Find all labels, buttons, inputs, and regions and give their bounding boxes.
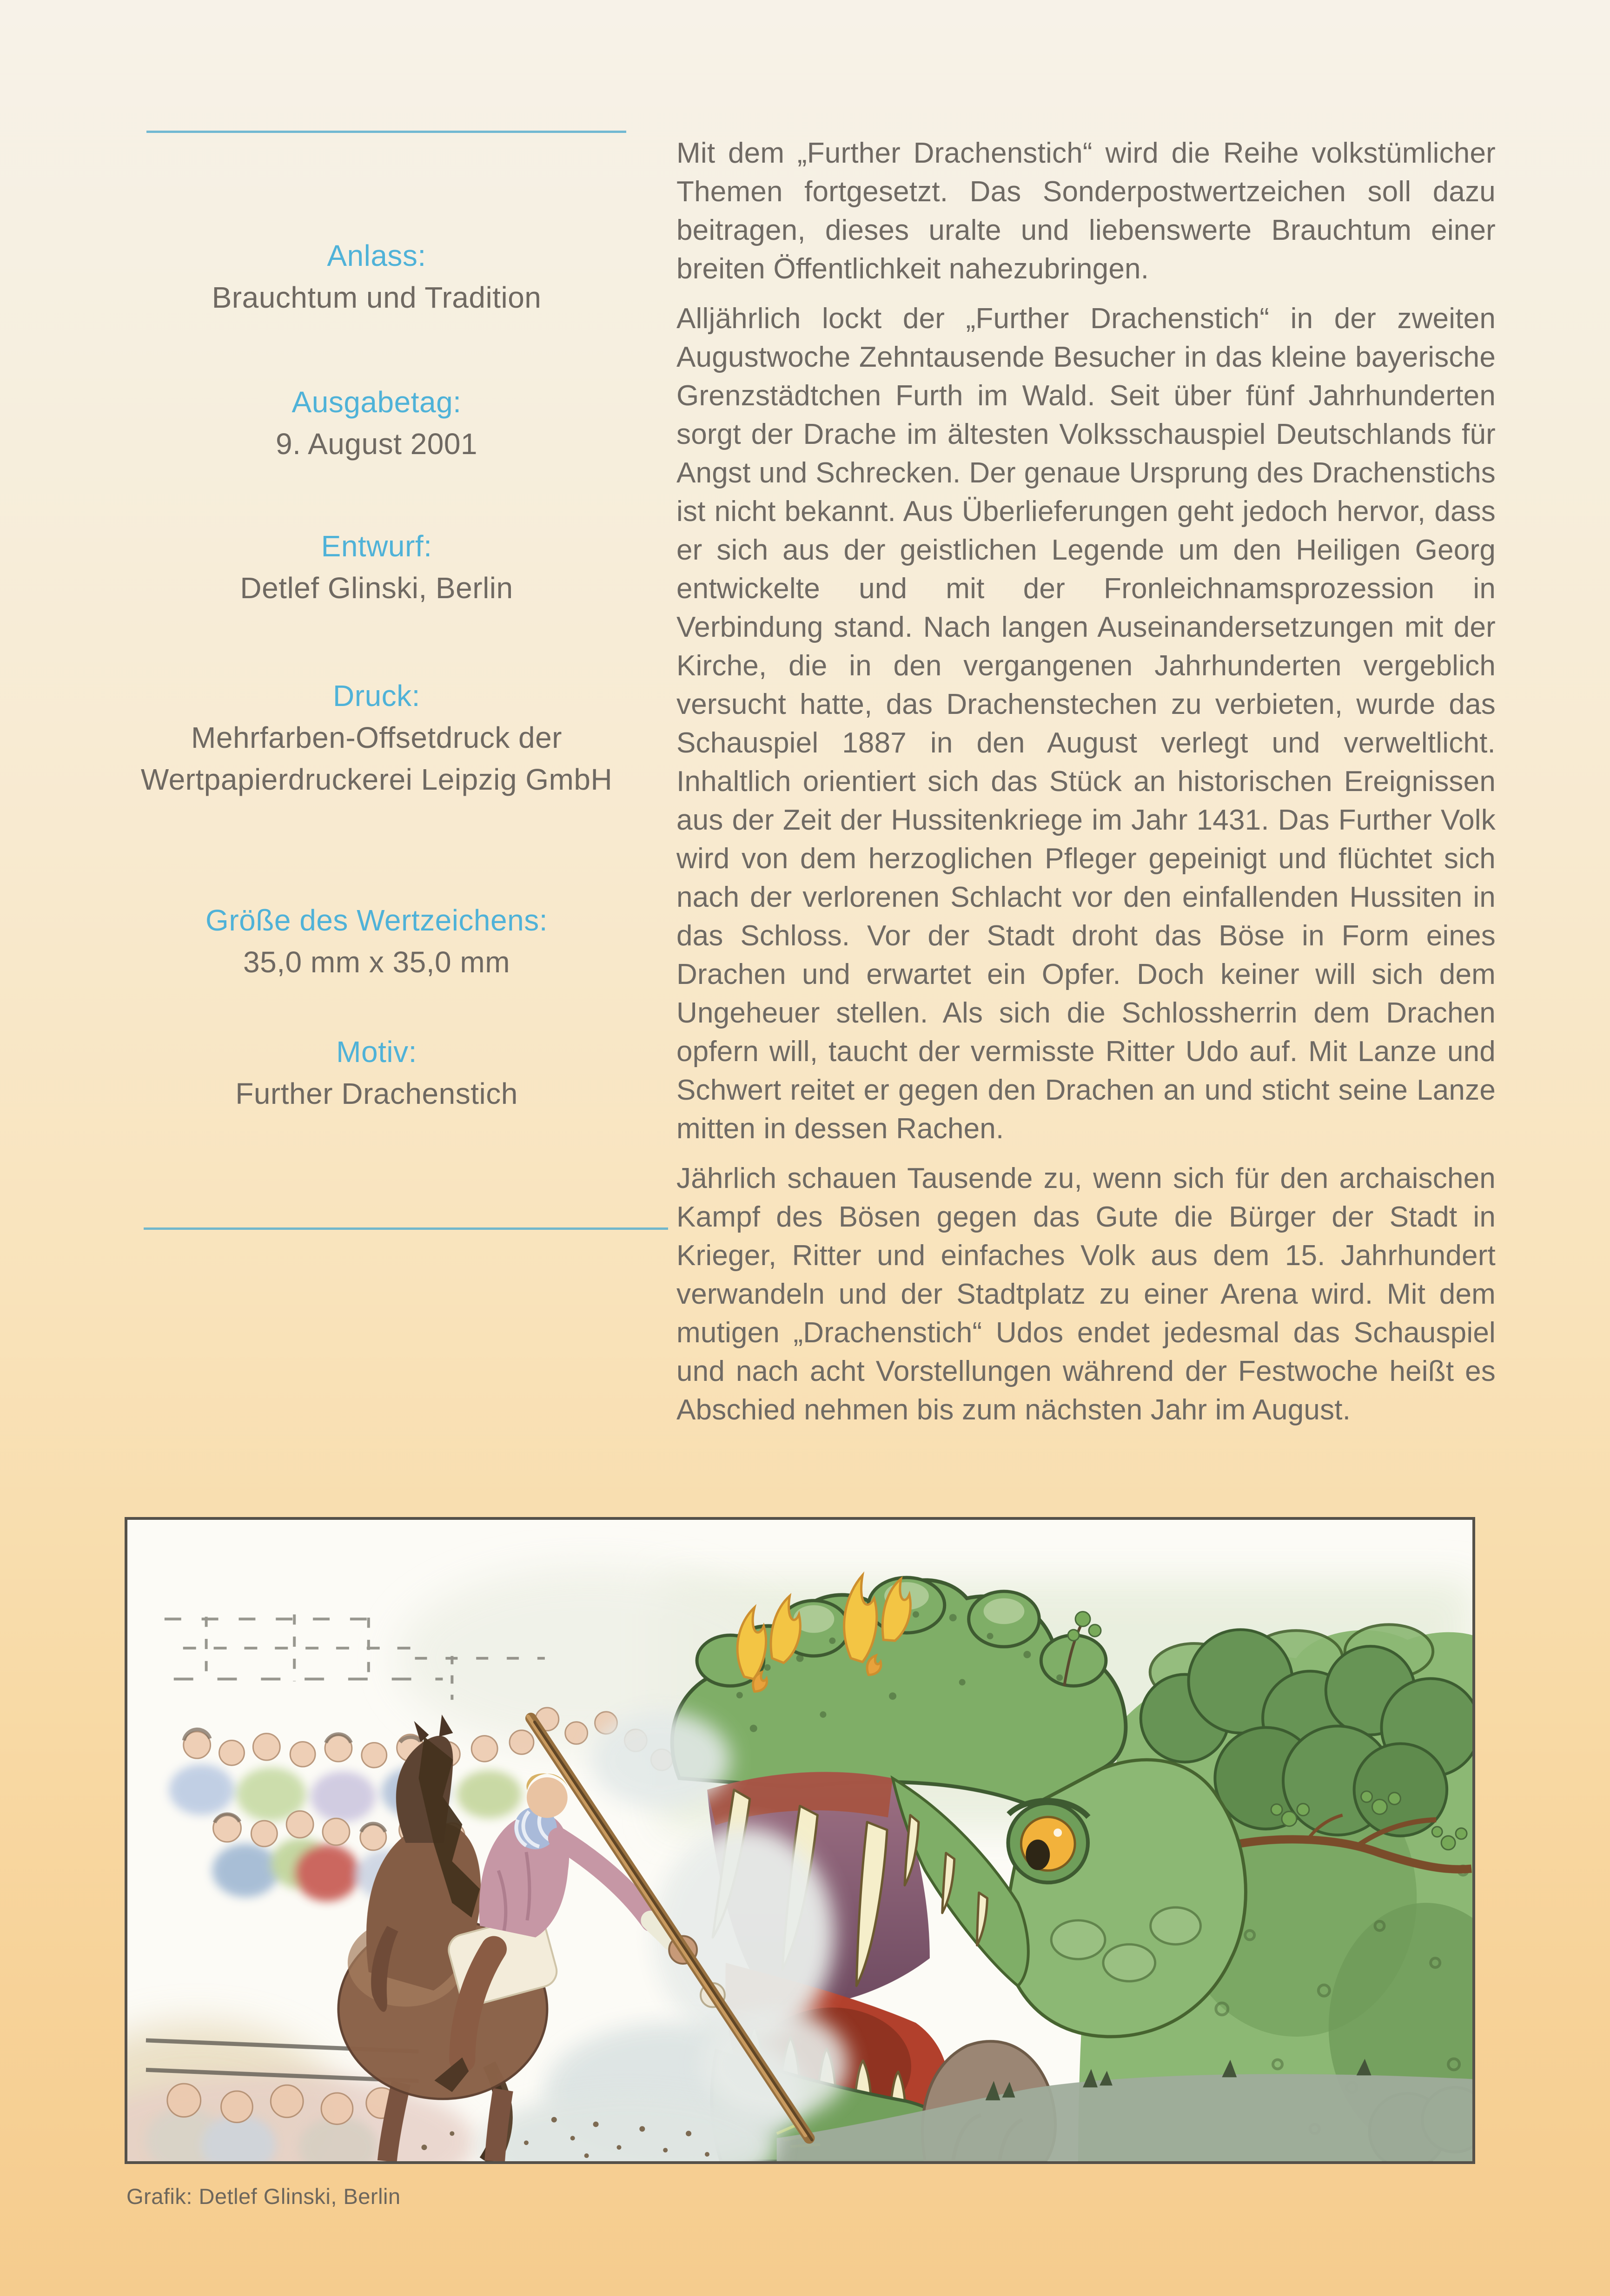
metadata-value: Further Drachenstich — [235, 1077, 518, 1110]
paragraph-intro: Mit dem „Further Drachenstich“ wird die Reihe volkstümlicher Themen fortgesetzt. Das Sonderpostwertzeichen soll dazu beitragen, dieses uralte und liebenswerte Brauchtum einer breiten Öffentlichkeit nahezubringen. — [676, 137, 1496, 285]
paragraph-festival: Jährlich schauen Tausende zu, wenn sich für den archaischen Kampf des Bösen gegen das Gute die Bürger der Stadt in Krieger, Ritter und einfaches Volk aus dem 15. Jahrhundert verwandeln und der Stadtplatz zu einer Arena wird. Mit dem mutigen „Drachenstich“ Udos endet jedesmal das Schauspiel und nach acht Vorstellungen während der Festwoche heißt es Abschied nehmen bis zum nächsten Jahr im August. — [676, 1162, 1496, 1426]
sidebar-top-divider — [146, 131, 626, 133]
metadata-group-ausgabetag — [126, 381, 628, 465]
metadata-value: Brauchtum und Tradition — [212, 281, 542, 314]
metadata-group-entwurf — [126, 525, 628, 609]
metadata-group-anlass — [126, 235, 628, 318]
rider-head — [527, 1777, 568, 1818]
metadata-value: 35,0 mm x 35,0 mm — [243, 945, 510, 979]
article-text — [676, 134, 1496, 1515]
metadata-label: Druck: — [333, 679, 420, 713]
metadata-label: Ausgabetag: — [292, 385, 462, 419]
dragon-eye — [1008, 1801, 1088, 1882]
paragraph-history: Alljährlich lockt der „Further Drachenstich“ in der zweiten Augustwoche Zehntausende Besucher in das kleine bayerische Grenzstädtchen Furth im Wald. Seit über fünf Jahrhunderten sorgt der Drache im ältesten Volksschauspiel Deutschlands für Angst und Schrecken. Der genaue Ursprung des Drachenstichs ist nicht bekannt. Aus Überlieferungen geht jedoch hervor, dass er sich aus der geistlichen Legende um den Heiligen Georg entwickelte und mit der Fronleichnamsprozession in Verbindung stand. Nach langen Auseinandersetzungen mit der Kirche, die in den vergangenen Jahrhunderten vergeblich versucht hatte, das Drachenstechen zu verbieten, wurde das Schauspiel 1887 in den August verlegt und verweltlicht. Inhaltlich orientiert sich das Stück an historischen Ereignissen aus der Zeit der Hussitenkriege im Jahr 1431. Das Further Volk wird von dem herzoglichen Pfleger gepeinigt und flüchtet sich nach der verlorenen Schlacht vor den einfallenden Hussiten in das Schloss. Vor der Stadt droht das Böse in Form eines Drachen und erwartet ein Opfer. Doch keiner will sich dem Ungeheuer stellen. Als sich die Schlossherrin dem Drachen opfern will, taucht der vermisste Ritter Udo auf. Mit Lanze und Schwert reitet er gegen den Drachen an und sticht seine Lanze mitten in dessen Rachen. — [676, 303, 1496, 1145]
metadata-label: Entwurf: — [321, 529, 432, 563]
metadata-group-druck — [126, 675, 628, 800]
sidebar-bottom-divider — [144, 1227, 668, 1230]
metadata-group-groesse — [126, 899, 628, 983]
illustration-frame — [125, 1517, 1475, 2164]
metadata-group-motiv — [126, 1031, 628, 1115]
metadata-label: Anlass: — [327, 239, 426, 272]
illustration-caption: Grafik: Detlef Glinski, Berlin — [126, 2184, 401, 2209]
drachenstich-illustration — [127, 1520, 1472, 2161]
metadata-value: Mehrfarben-Offsetdruck der Wertpapierdruckerei Leipzig GmbH — [140, 721, 613, 796]
metadata-label: Motiv: — [336, 1035, 417, 1069]
metadata-value: Detlef Glinski, Berlin — [240, 571, 513, 605]
metadata-label: Größe des Wertzeichens: — [205, 904, 548, 937]
metadata-value: 9. August 2001 — [275, 427, 478, 461]
